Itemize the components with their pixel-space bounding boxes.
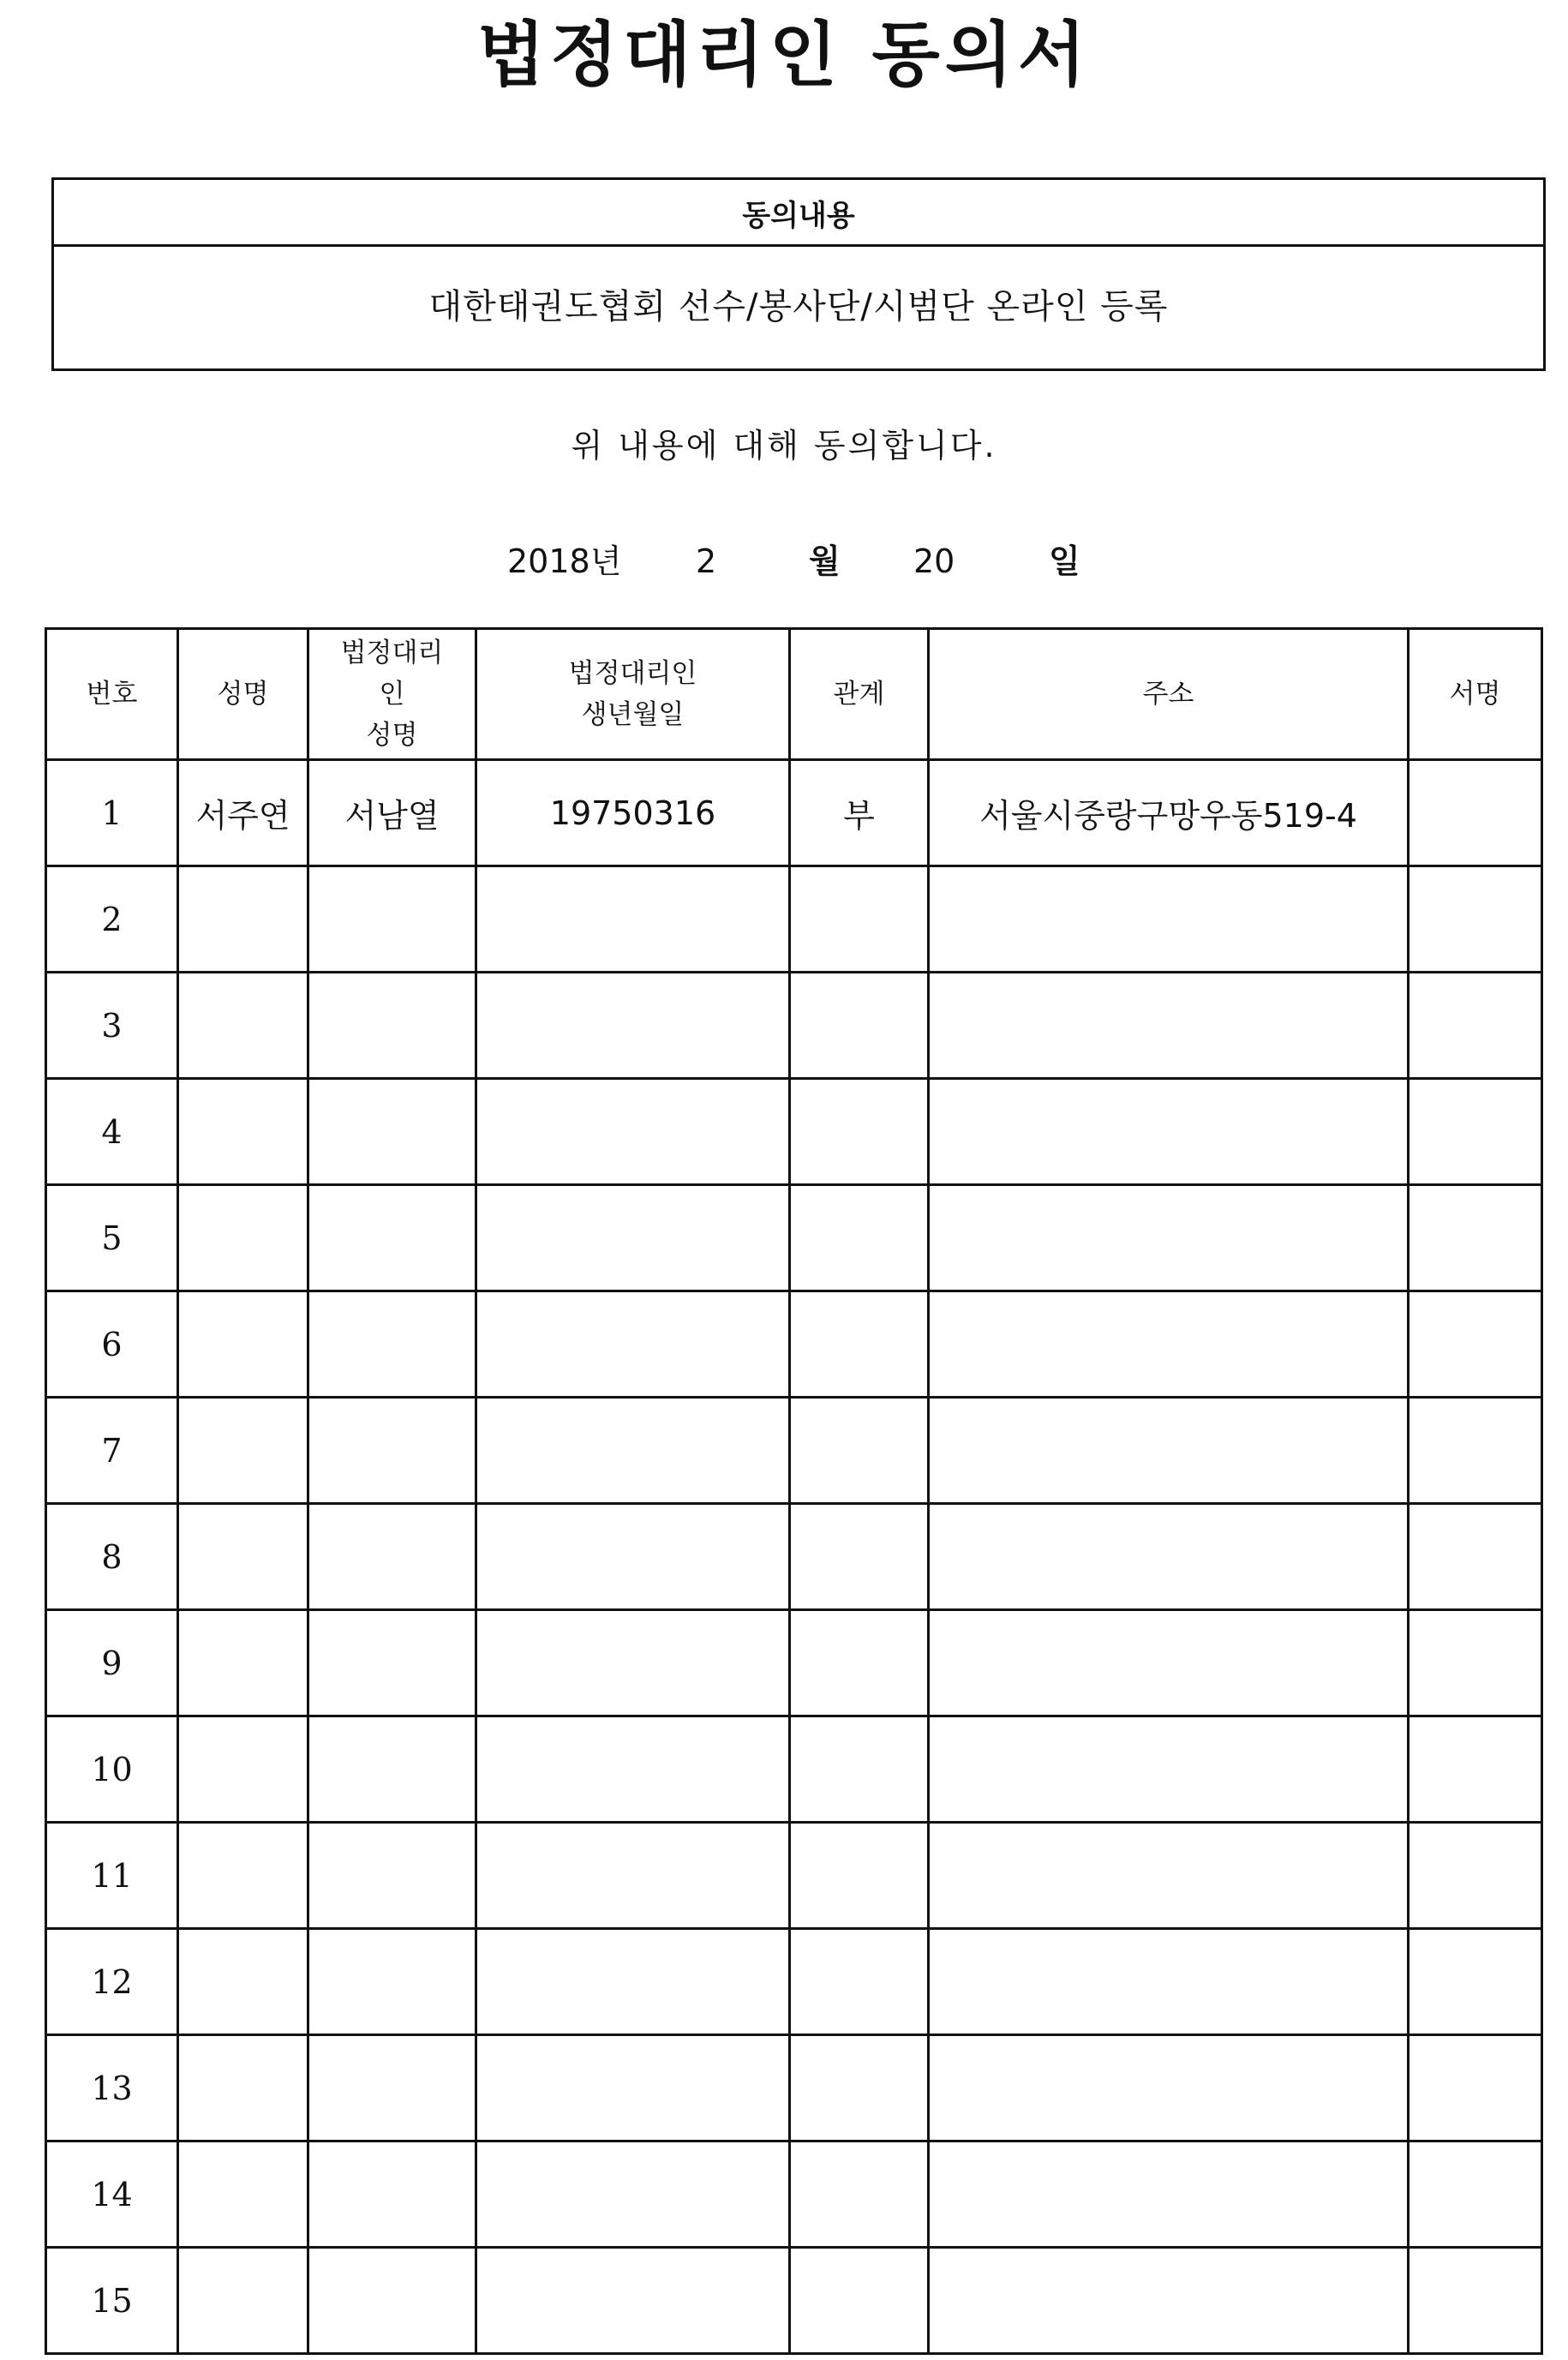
- date-day-label: 일: [1049, 542, 1080, 580]
- cell-guardian-birth: [476, 2141, 790, 2248]
- cell-number: 13: [46, 2035, 178, 2141]
- cell-guardian-name: [308, 1610, 476, 1716]
- cell-signature: [1409, 1398, 1542, 1504]
- cell-relation: [790, 1610, 929, 1716]
- cell-address: [929, 1398, 1409, 1504]
- cell-name: [178, 2035, 308, 2141]
- cell-guardian-name: [308, 1504, 476, 1610]
- header-guardian-name-line1: 법정대리: [340, 638, 444, 668]
- cell-guardian-name: [308, 2248, 476, 2354]
- page-title: 법정대리인 동의서: [476, 15, 1092, 96]
- table-header-row: [46, 629, 1542, 760]
- cell-relation: [790, 1291, 929, 1398]
- cell-relation: [790, 1079, 929, 1185]
- table-row: [46, 1716, 1542, 1823]
- cell-name: 서주연: [178, 760, 308, 866]
- guardian-roster-table: [45, 627, 1543, 2355]
- cell-name: [178, 1929, 308, 2035]
- cell-signature: [1409, 1504, 1542, 1610]
- cell-signature: [1409, 973, 1542, 1079]
- cell-guardian-birth: [476, 973, 790, 1079]
- cell-name: [178, 1504, 308, 1610]
- cell-address: 서울시중랑구망우동519-4: [929, 760, 1409, 866]
- cell-number: 8: [46, 1504, 178, 1610]
- cell-number: 11: [46, 1823, 178, 1929]
- header-signature: 서명: [1409, 629, 1542, 760]
- cell-number: 12: [46, 1929, 178, 2035]
- cell-number: 4: [46, 1079, 178, 1185]
- cell-relation: 부: [790, 760, 929, 866]
- cell-address: [929, 2141, 1409, 2248]
- cell-relation: [790, 1398, 929, 1504]
- cell-signature: [1409, 1291, 1542, 1398]
- cell-address: [929, 1716, 1409, 1823]
- table-row: [46, 2035, 1542, 2141]
- cell-signature: [1409, 2248, 1542, 2354]
- cell-address: [929, 1823, 1409, 1929]
- cell-name: [178, 1610, 308, 1716]
- cell-guardian-birth: [476, 1185, 790, 1291]
- cell-name: [178, 2141, 308, 2248]
- table-row: [46, 973, 1542, 1079]
- cell-name: [178, 973, 308, 1079]
- cell-guardian-name: [308, 1929, 476, 2035]
- cell-address: [929, 866, 1409, 973]
- table-row: [46, 1185, 1542, 1291]
- cell-guardian-name: [308, 973, 476, 1079]
- header-guardian-name: [308, 629, 476, 760]
- cell-relation: [790, 1185, 929, 1291]
- date-line: [0, 536, 1568, 587]
- cell-guardian-name: [308, 2035, 476, 2141]
- table-row: [46, 1291, 1542, 1398]
- cell-name: [178, 1291, 308, 1398]
- header-name: 성명: [178, 629, 308, 760]
- cell-address: [929, 2248, 1409, 2354]
- cell-guardian-birth: [476, 1823, 790, 1929]
- table-row: [46, 2141, 1542, 2248]
- cell-guardian-name: [308, 1291, 476, 1398]
- cell-guardian-name: [308, 1823, 476, 1929]
- cell-relation: [790, 2248, 929, 2354]
- date-day: 20: [913, 542, 955, 580]
- cell-name: [178, 1185, 308, 1291]
- cell-address: [929, 2035, 1409, 2141]
- table-row: [46, 2248, 1542, 2354]
- table-row: [46, 1610, 1542, 1716]
- header-guardian-name-line2: 인: [379, 679, 405, 710]
- cell-guardian-birth: [476, 1716, 790, 1823]
- consent-heading: 동의내용: [54, 180, 1543, 247]
- consent-box: [51, 177, 1546, 371]
- table-row: [46, 760, 1542, 866]
- cell-address: [929, 1504, 1409, 1610]
- cell-address: [929, 1291, 1409, 1398]
- consent-content: 대한태권도협회 선수/봉사단/시범단 온라인 등록: [428, 287, 1169, 326]
- cell-relation: [790, 1716, 929, 1823]
- cell-address: [929, 1079, 1409, 1185]
- table-row: [46, 1823, 1542, 1929]
- cell-number: 3: [46, 973, 178, 1079]
- cell-relation: [790, 2141, 929, 2248]
- cell-number: 2: [46, 866, 178, 973]
- cell-guardian-birth: [476, 866, 790, 973]
- cell-signature: [1409, 2141, 1542, 2248]
- cell-guardian-name: 서남열: [308, 760, 476, 866]
- cell-relation: [790, 2035, 929, 2141]
- cell-number: 15: [46, 2248, 178, 2354]
- cell-relation: [790, 1823, 929, 1929]
- header-relation: 관계: [790, 629, 929, 760]
- table-body: [46, 760, 1542, 2354]
- cell-signature: [1409, 1716, 1542, 1823]
- cell-signature: [1409, 1610, 1542, 1716]
- cell-name: [178, 1398, 308, 1504]
- cell-signature: [1409, 2035, 1542, 2141]
- cell-signature: [1409, 1823, 1542, 1929]
- cell-address: [929, 973, 1409, 1079]
- cell-number: 7: [46, 1398, 178, 1504]
- table-row: [46, 1079, 1542, 1185]
- table-row: [46, 1929, 1542, 2035]
- cell-address: [929, 1929, 1409, 2035]
- cell-signature: [1409, 866, 1542, 973]
- cell-guardian-name: [308, 866, 476, 973]
- cell-name: [178, 1079, 308, 1185]
- cell-address: [929, 1610, 1409, 1716]
- header-address: 주소: [929, 629, 1409, 760]
- cell-guardian-name: [308, 1398, 476, 1504]
- cell-number: 1: [46, 760, 178, 866]
- cell-relation: [790, 1504, 929, 1610]
- table-row: [46, 866, 1542, 973]
- date-month-label: 월: [809, 542, 841, 580]
- cell-guardian-birth: [476, 2248, 790, 2354]
- cell-number: 5: [46, 1185, 178, 1291]
- header-guardian-birth-line2: 생년월일: [581, 699, 685, 730]
- header-guardian-name-line3: 성명: [366, 720, 418, 751]
- cell-number: 10: [46, 1716, 178, 1823]
- header-number: 번호: [46, 629, 178, 760]
- cell-address: [929, 1185, 1409, 1291]
- cell-guardian-name: [308, 1079, 476, 1185]
- cell-guardian-name: [308, 2141, 476, 2248]
- cell-name: [178, 866, 308, 973]
- cell-guardian-birth: [476, 1610, 790, 1716]
- cell-relation: [790, 1929, 929, 2035]
- cell-number: 6: [46, 1291, 178, 1398]
- cell-name: [178, 2248, 308, 2354]
- cell-relation: [790, 866, 929, 973]
- cell-signature: [1409, 1929, 1542, 2035]
- date-month: 2: [696, 542, 717, 580]
- cell-guardian-birth: [476, 1079, 790, 1185]
- cell-signature: [1409, 1079, 1542, 1185]
- cell-signature: [1409, 760, 1542, 866]
- cell-name: [178, 1716, 308, 1823]
- agreement-statement: 위 내용에 대해 동의합니다.: [571, 427, 997, 464]
- cell-guardian-birth: [476, 2035, 790, 2141]
- cell-guardian-birth: [476, 1929, 790, 2035]
- cell-number: 14: [46, 2141, 178, 2248]
- cell-guardian-birth: [476, 1398, 790, 1504]
- date-year: 2018년: [507, 542, 622, 580]
- header-guardian-birth: [476, 629, 790, 760]
- cell-guardian-name: [308, 1185, 476, 1291]
- cell-guardian-name: [308, 1716, 476, 1823]
- cell-relation: [790, 973, 929, 1079]
- cell-guardian-birth: [476, 1291, 790, 1398]
- cell-guardian-birth: [476, 1504, 790, 1610]
- table-row: [46, 1398, 1542, 1504]
- cell-guardian-birth: 19750316: [476, 760, 790, 866]
- table-row: [46, 1504, 1542, 1610]
- cell-name: [178, 1823, 308, 1929]
- header-guardian-birth-line1: 법정대리인: [568, 658, 697, 689]
- cell-number: 9: [46, 1610, 178, 1716]
- cell-signature: [1409, 1185, 1542, 1291]
